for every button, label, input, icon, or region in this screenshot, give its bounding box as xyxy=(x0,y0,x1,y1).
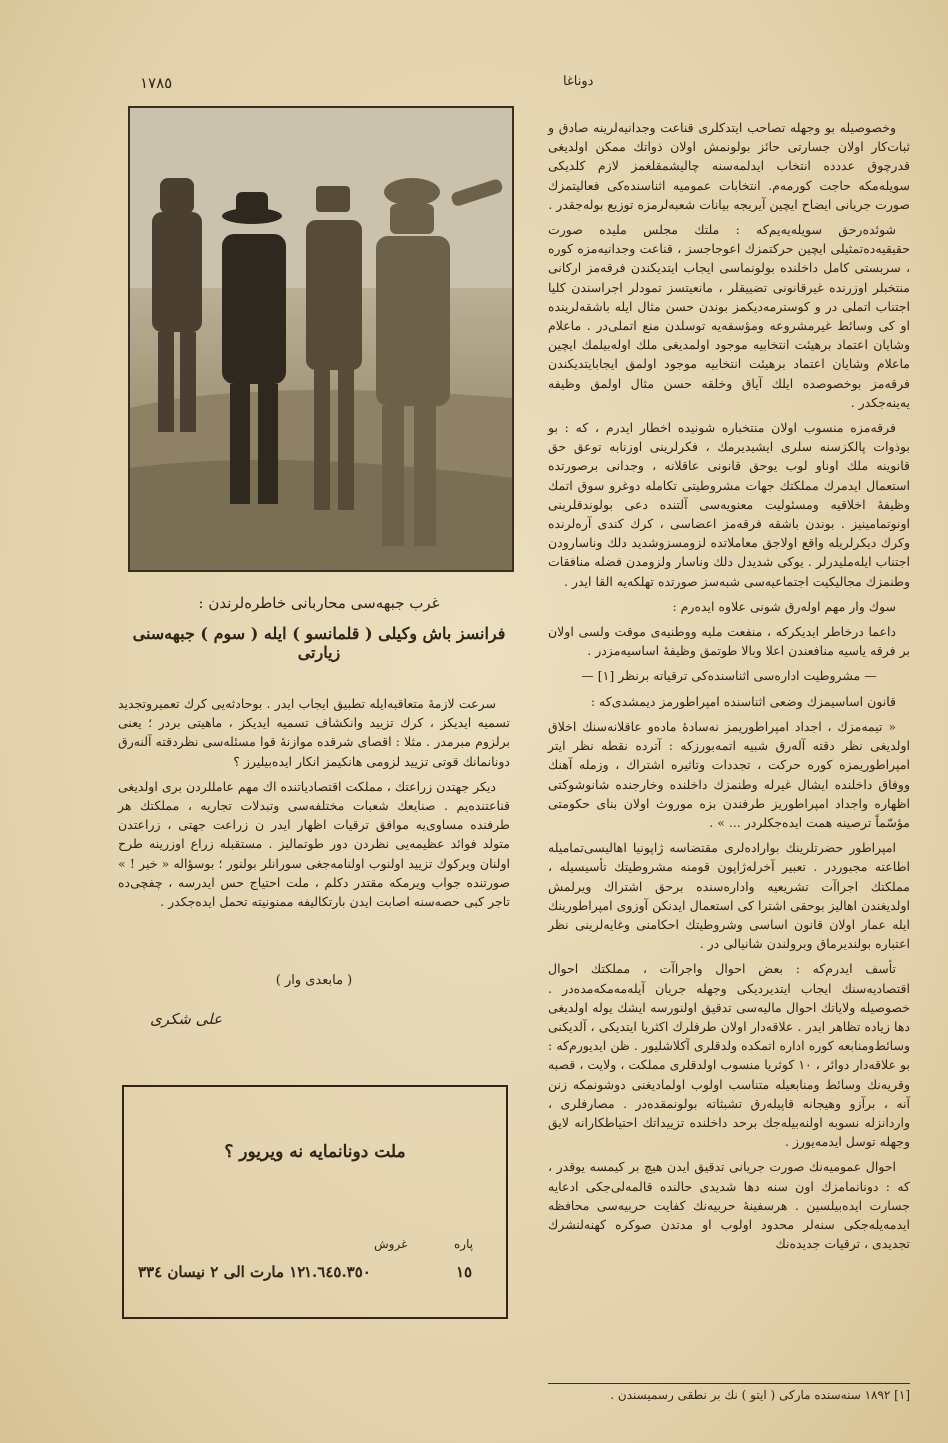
date-range: ١٢ مارت الی ٢ نیسان ٣٣٤ xyxy=(138,1263,306,1281)
article-paragraph: قانون اساسیمزك وضعی اثناسنده امپراطورمز دیمشدی‌که : xyxy=(590,693,896,709)
footnote-divider xyxy=(548,1383,910,1384)
page-number: ١٧٨٥ xyxy=(140,74,173,92)
article-paragraph: تأسف ایدرم‌که : بعض احوال واجراآت ، مملکتك احوال اقتصادیه‌سنك ایجاب ایتدیردیکی وجهله جریان آیله‌مه‌مکه‌مده‌در . خصوصیله ولایاتك احوال مالیه‌سی تدقیق اولنورسه ایشك یوله اولدیغی دها زیاده تظاهر ایدر . علاقه‌دار اولان طرفلرك اکثریا ایتدیکی ، آلدیکنی وسائط‌ومنابعه کوره اداره اتمکده ولدقلری آکلاشلیور . ظن ایدیورم‌که : بو علاقه‌دار دوائر ، ١٠ کوثریا منسوب اولدقلری مملکت ، ولایت ، قصبه وقریه‌نك وسائط ومنابعیله متناسب اولوب اولمادیغنی دوشونمکه زنن آنه ، برآزو وهیجانه قاپیله‌رق تشبثاته بولونمقده‌در . مصارفلری ، واردانزله نسوبه اولنه‌بیله‌جك برحد داخلنده تزییداتك احتیاطکارانه لایق وجهله توسل ایدمه‌یورز . xyxy=(548,961,910,1150)
right-article-column xyxy=(548,118,910,1259)
left-article-column xyxy=(118,694,510,917)
article-paragraph: سرعت لازمهٔ متعاقبه‌ایله تطبیق ایجاب ایدر . بوحادثه‌یی کرك تعمیروتجدید تسمیه ایدیکز ، کرك تزیید وانکشاف تسمیه ایدیکز ، ماهیتی بردر ؛ یعنی برلزوم مبرمدر . مثلا : اقصای شرقده موازنهٔ قوا مسئله‌سی نظردقته آلنه‌رق دونانمانك قوتی تزیید لزومی هانکیمز انکار ایده‌بیلیرز ؟ xyxy=(118,696,510,769)
article-paragraph: احوال عمومیه‌نك صورت جریانی تدقیق ایدن هیچ بر کیمسه یوقدر ، که : دونانمامزك اون سنه دها شدیدی حالنده قالمه‌لی‌جکی ادعایه جسارت ایده‌بیلسین . هرسفینهٔ حربیه‌نك کفایت حربیه‌سی محافظه ایدمه‌یله‌جکی سنه‌لر محدود اولوب او مدتدن صوکره کهنه‌لنشرك تجدیدی ، ترقیات جدیدەنك xyxy=(548,1159,910,1252)
para-amount: ١٥ xyxy=(456,1263,473,1281)
kurus-amount: ١.٦٤٥.٣٥٠ xyxy=(304,1263,371,1281)
article-paragraph: شوئده‌رحق سویله‌یه‌یم‌که : ملتك مجلس ملیده صورت حقیقیه‌ده‌تمثیلی ایچین حرکتمزك اعوجاجسز ، قناعت وجدانیه‌مزه کوره ، سربستی کامل داخلنده بولونماسی ایجاب ایتدیکندن فرقه‌مز ارکانی منتخبلر اوزرنده غیرقانونی تضییقلر ، مانعیتسز تمودلر اجراسندن کلیا اجتناب اتملی در و کوسترمه‌دیکمز بوندن حسن مثال ایله باشقه‌لرینده او کی وسائط غیرمشروعه ومؤسفه‌یه توسلدن منع اتملی‌در . ماعلام وشایان اعتماد برهیئت انتخابیه موجود اولمدیغی ملك اولەبیلمك ایچین ماعلام وشایان اعتماد برهیئت انتخابیه موجود اولمق ایجابایتدیکندن فرقه‌مز بوخصوصده ایلك آیاق وخلقه حسن مثال اولمق وظیفه یه‌ینه‌جکدر . xyxy=(548,222,910,410)
footnote: [١] ١٨٩٢ سنه‌سنده مارکی ( ایتو ) نك بر نطقی رسمیسندن . xyxy=(610,1388,910,1402)
article-paragraph: سوك وار مهم اولەرق شونی علاوه ایده‌رم : xyxy=(672,598,896,614)
photo-caption-subtitle: فرانسز باش وکیلی ( قلمانسو ) ایله ( سوم ) جبهه‌سنی زیارتی xyxy=(132,624,506,662)
column-header-kurus: غروش xyxy=(374,1237,408,1251)
article-paragraph: فرقه‌مزه منسوب اولان منتخباره شونیده اخطار ایدرم ، که : بو بوذوات پالکزسنه سلری ایشیدیرمك ، فکرلرینی اوزنابه توعق حق قانوینه ملك اوناو لوب یوحق قانونی عاقلانه ، وجدانی برصورتده استعمال ایدمرك مملکتك جهات مشروطیتی تکامله دوغرو سوق اتمك وظیفهٔ اخلاقیه ومسئولیت معنویه‌سی آلتنده دعی بولوندقلرینی اونوتمامینیز . بوندن باشقه فرقه‌مز اعضاسی ، کرك کندی آرەلرنده وکرك دیکرلریله واقع اولاجق معاملاتده لزومسزوشدید دلك وناسارودن اجتناب ایله‌ملیدرلر . یوکی شدیدل دلك وناسار ولزومدن فضله منافقات وطنمزك مجالیکیت اجتماعیه‌سی شبه‌سز صورتده تهلکه‌یه القا ایدر . xyxy=(548,420,910,589)
page-header: دوناغا xyxy=(563,74,594,89)
article-section-heading: — مشروطیت اداره‌سی اثناسنده‌کی ترقیاته برنظر [١] — xyxy=(581,668,877,684)
war-photograph xyxy=(128,106,514,572)
article-paragraph: دیکر جهتدن زراعتك ، مملکت اقتصادیاتنده اك مهم عامللردن بری اولدیغی قناعتنده‌یم . صنایعك شعبات مختلفه‌سی وتبدلات تجاریه ، مملکتك هر طرفنده مساوی‌یه موافق ترقیات اظهار ایدر ن زراعت جهتی ، زراعتدن متولد فوائد عظیمه‌یی نظردن دور طوتمالیز . مستقبله زراع اوزرینه طرح اولنان ویرکوك تزیید اولنوب اولنامه‌جغی سورانلر بولنور ؛ بوسؤاله « خیر ! » صورتنده جواب ویرمکه مقتدر دکلم ، ملت احتیاج حس ایدرسه ، چفچی‌ده تاجر کبی حصه‌سنه اصابت ایدن بارتکالیفه ممنونیته تحمل ایده‌جکدر . xyxy=(118,778,510,910)
article-paragraph: امپراطور حضرتلرینك بواراده‌لری مقتضاسه ژاپونیا اهالیسی‌تمامیله اطاعته مجبوردر . تعبیر آخرله‌ژاپون قومنه مشروطیتك تأسیسیله ، مملکتك اجراآت تشریعیه واداره‌سنده برحق اشتراك ویرلمش اولدیغندن اهالیز بوحقی اشترا کی استعمال ایدنکن آوزوی امپراطورینك ایله عمار اولان قانون اساسی وشروطیتك احکامنی وغایه‌لرینی نظر اعتباره بولندیرماق وبرولندن شانیالی در . xyxy=(548,840,910,952)
article-paragraph: وخصوصیله بو وجهله تصاحب ایتدکلری قناعت وجدانیه‌لرینه صادق و ثبات‌کار اولان جسارتی حائز بولونمش اولان ذواتك ممکن اولدیغی قدرچوق عددده انتخاب ایدلمه‌سنه چالیشمقلغمز لازم کلدیکی سویله‌مکه حاجت کورمەم. انتخابات عمومیه اثناسنده‌کی فعالیتمزك صورت جریانی ایضاح ایچین آیریجه بیانات شعبه‌لرمزه توزیع بوله‌جقدر . xyxy=(548,120,910,212)
donation-box xyxy=(122,1085,508,1319)
photo-caption-title: غرب جبهه‌سی محاربانی خاطره‌لرندن : xyxy=(198,594,440,612)
article-paragraph: داعما درخاطر ایدیکرکه ، منفعت ملیه ووطنیه‌ی موقت ولسی اولان بر فرقه یاسیه منافعندن اعلا وبالا طوتمق وظیفهٔ اساسیه‌مزدر . xyxy=(548,624,910,659)
article-quote: « تیمه‌مزك ، اجداد امپراطوریمز نه‌سادهٔ مادەو عاقلانه‌سنك اخلاق اولدیغی نظر دقته آلەرق شبیه اتمه‌بورزکه : آترده نقطه نظر ایتر امپراطوریمزه کوره حرکت ، تجددات وتاثیره اشتراك ، وزمله آهنك ووفاق داخلنده ایشال غیرله وطنمزك داخلنده وخارجنده شانوشوکتی اظهاره واجداد امپراطوریز طرفندن بزه موروث اولان بنای حکومتی مؤسّماً ترصینه همت ایده‌جکلردر ... » . xyxy=(548,718,910,830)
photo-figures-illustration xyxy=(130,108,512,570)
author-signature: علی شکری xyxy=(150,1010,223,1028)
donation-box-title: ملت دونانمایه نه ویریور ؟ xyxy=(224,1142,406,1162)
column-header-para: پاره xyxy=(454,1237,474,1251)
continued-note: ( مابعدی وار ) xyxy=(275,973,353,988)
